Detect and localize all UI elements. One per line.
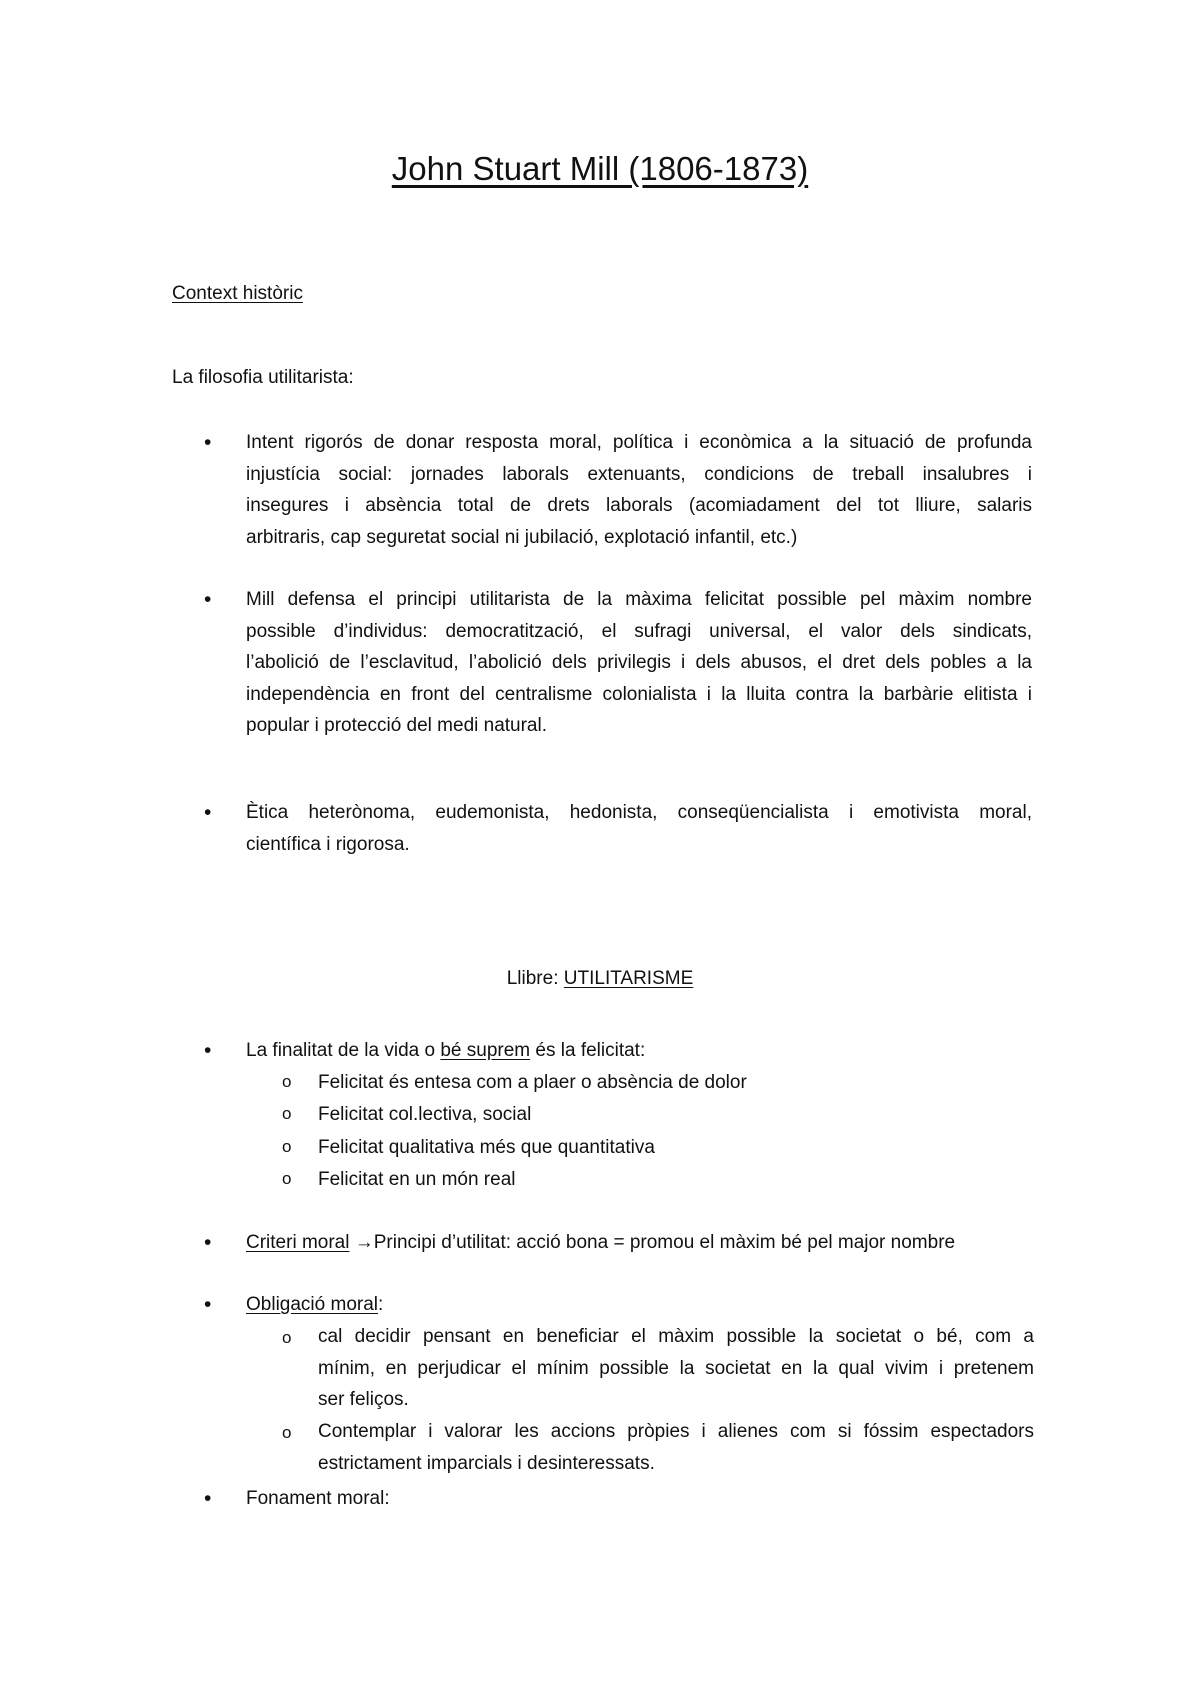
text-line: científica i rigorosa. (246, 833, 410, 855)
finalitat-underlined: bé suprem (440, 1040, 531, 1061)
context-heading: Context històric (172, 283, 303, 304)
finalitat-pre: La finalitat de la vida o (246, 1040, 441, 1061)
page-title: John Stuart Mill (1806-1873) (391, 150, 809, 187)
obligacio-subitem-2 (318, 1416, 1034, 1479)
bullet-icon: • (204, 1231, 212, 1254)
book-name: UTILITARISME (563, 968, 694, 989)
text-line: estrictament imparcials i desinteressats. (318, 1452, 655, 1474)
sub-bullet-icon: o (282, 1423, 292, 1442)
bullet-icon: • (204, 1487, 212, 1510)
book-heading (0, 968, 1200, 990)
finalitat-subitem: Felicitat en un món real (318, 1169, 516, 1190)
text-line: possible d’individus: democratització, el sufragi universal, el valor dels sindicats, (246, 620, 1032, 642)
book-prefix: Llibre: (506, 968, 564, 989)
text-line: injustícia social: jornades laborals extenuants, condicions de treball insalubres i (246, 463, 1032, 485)
text-line: Fonament moral: (246, 1488, 390, 1509)
criteri-bullet (246, 1227, 1046, 1259)
filosofia-heading: La filosofia utilitarista: (172, 367, 354, 388)
text-line: arbitraris, cap seguretat social ni jubilació, explotació infantil, etc.) (246, 526, 798, 548)
arrow-icon: → (349, 1232, 374, 1253)
text-line: Contemplar i valorar les accions pròpies i alienes com si fóssim espectadors (318, 1421, 1034, 1442)
obligacio-bullet (246, 1289, 1032, 1321)
context-bullet-3 (246, 797, 1032, 860)
sub-bullet-icon: o (282, 1104, 292, 1123)
sub-bullet-icon: o (282, 1328, 292, 1347)
criteri-rest: Principi d’utilitat: acció bona = promou el màxim bé pel major nombre (373, 1232, 956, 1253)
sub-bullet-icon: o (282, 1072, 292, 1091)
text-line: Ètica heterònoma, eudemonista, hedonista, conseqüencialista i emotivista moral, (246, 802, 1032, 823)
text-line (246, 1227, 1046, 1259)
text-line: ser feliços. (318, 1389, 409, 1410)
bullet-icon: • (204, 588, 212, 611)
sub-bullet-icon: o (282, 1169, 292, 1188)
text-line: independència en front del centralisme colonialista i la lluita contra la barbàrie elitista i (246, 683, 1032, 705)
context-bullet-1 (246, 427, 1032, 553)
text-line: l’abolició de l’esclavitud, l’abolició dels privilegis i dels abusos, el dret dels pobles a la (246, 652, 1032, 673)
criteri-underlined: Criteri moral (246, 1232, 350, 1253)
obligacio-subitem-1 (318, 1321, 1034, 1416)
finalitat-subitem: Felicitat és entesa com a plaer o absència de dolor (318, 1072, 747, 1093)
context-bullet-2 (246, 584, 1032, 742)
bullet-icon: • (204, 801, 212, 824)
finalitat-post: és la felicitat: (530, 1040, 646, 1061)
fonament-bullet (246, 1483, 1032, 1515)
text-line: mínim, en perjudicar el mínim possible la societat en la qual vivim i pretenem (318, 1357, 1034, 1379)
obligacio-colon: : (378, 1294, 384, 1315)
text-line: Mill defensa el principi utilitarista de la màxima felicitat possible pel màxim nombre (246, 589, 1032, 610)
text-line: insegures i absència total de drets laborals (acomiadament del tot lliure, salaris (246, 495, 1032, 516)
text-line: cal decidir pensant en beneficiar el màxim possible la societat o bé, com a (318, 1326, 1034, 1347)
text-line: popular i protecció del medi natural. (246, 715, 548, 736)
text-line (246, 1035, 1032, 1067)
bullet-icon: • (204, 431, 212, 454)
obligacio-underlined: Obligació moral (246, 1294, 378, 1315)
bullet-icon: • (204, 1293, 212, 1316)
text-line (246, 1289, 1032, 1321)
text-line: Intent rigorós de donar resposta moral, política i econòmica a la situació de profunda (246, 432, 1032, 453)
bullet-icon: • (204, 1039, 212, 1062)
sub-bullet-icon: o (282, 1137, 292, 1156)
finalitat-subitem: Felicitat col.lectiva, social (318, 1104, 532, 1125)
finalitat-subitem: Felicitat qualitativa més que quantitativa (318, 1137, 655, 1158)
finalitat-bullet (246, 1035, 1032, 1067)
